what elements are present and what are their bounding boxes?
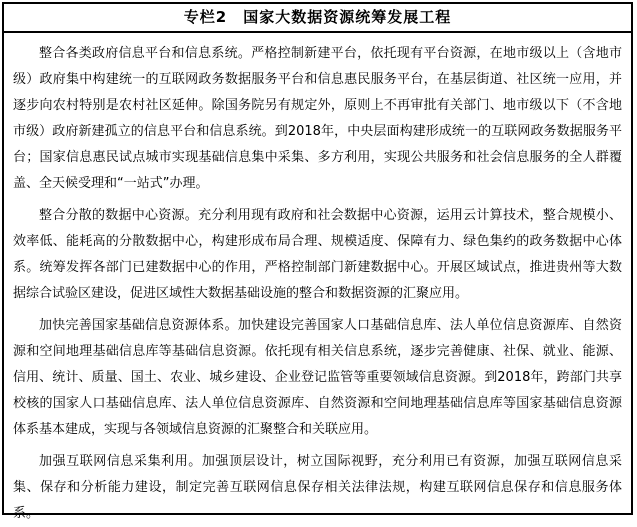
box-body [4,33,631,527]
body-paragraph-4: 加强互联网信息采集利用。加强顶层设计，树立国际视野，充分利用已有资源，加强互联网信息采集、保存和分析能力建设，制定完善互联网信息保存相关法律法规，构建互联网信息保存和信息服务体系。 [13,454,622,521]
body-paragraph-1: 整合各类政府信息平台和信息系统。严格控制新建平台，依托现有平台资源，在地市级以上（含地市级）政府集中构建统一的互联网政务数据服务平台和信息惠民服务平台，在基层街道、社区统一应用，并逐步向农村特别是农村社区延伸。除国务院另有规定外，原则上不再审批有关部门、地市级以下（不含地市级）政府新建孤立的信息平台和信息系统。到2018年，中央层面构建形成统一的互联网政务数据服务平台；国家信息惠民试点城市实现基础信息集中采集、多方利用，实现公共服务和社会信息服务的全人群覆盖、全天候受理和“一站式”办理。 [13,46,622,191]
body-paragraph-2: 整合分散的数据中心资源。充分利用现有政府和社会数据中心资源，运用云计算技术，整合规模小、效率低、能耗高的分散数据中心，构建形成布局合理、规模适度、保障有力、绿色集约的政务数据中心体系。统筹发挥各部门已建数据中心的作用，严格控制部门新建数据中心。开展区域试点，推进贵州等大数据综合试验区建设，促进区域性大数据基础设施的整合和数据资源的汇聚应用。 [13,208,622,301]
body-paragraph-3: 加快完善国家基础信息资源体系。加快建设完善国家人口基础信息库、法人单位信息资源库、自然资源和空间地理基础信息库等基础信息资源。依托现有相关信息系统，逐步完善健康、社保、就业、能源、信用、统计、质量、国土、农业、城乡建设、企业登记监管等重要领域信息资源。到2018年，跨部门共享校核的国家人口基础信息库、法人单位信息资源库、自然资源和空间地理基础信息库等国家基础信息资源体系基本建成，实现与各领域信息资源的汇聚整合和关联应用。 [13,318,622,437]
callout-box [2,2,633,521]
box-title: 专栏2 国家大数据资源统筹发展工程 [4,4,631,33]
